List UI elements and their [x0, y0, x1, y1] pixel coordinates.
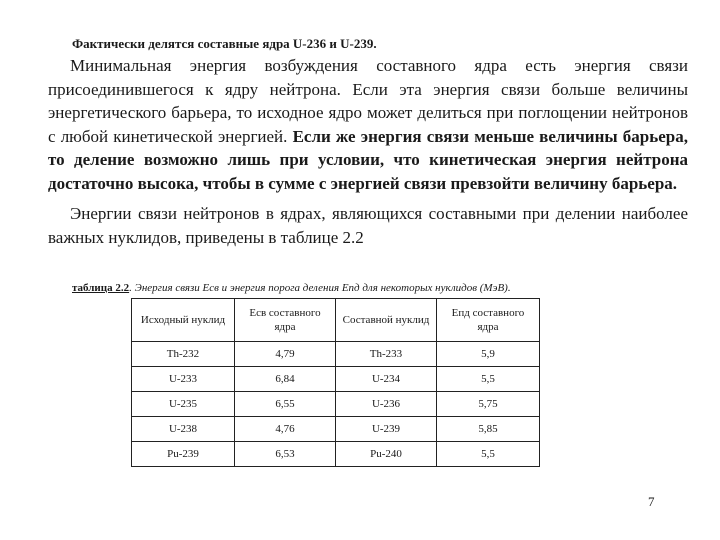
cell-compound-nuclide: U-236 [336, 392, 437, 417]
cell-fission-threshold: 5,5 [437, 367, 540, 392]
cell-binding-energy: 6,53 [235, 442, 336, 467]
cell-initial-nuclide: U-233 [132, 367, 235, 392]
header-initial-nuclide: Исходный нуклид [132, 299, 235, 342]
cell-binding-energy: 6,55 [235, 392, 336, 417]
table-header-row [132, 299, 540, 342]
table-row [132, 392, 540, 417]
table-caption-text: . Энергия связи Есв и энергия порога деления Епд для некоторых нуклидов (МэВ). [129, 282, 511, 294]
cell-compound-nuclide: Pu-240 [336, 442, 437, 467]
cell-compound-nuclide: U-234 [336, 367, 437, 392]
cell-initial-nuclide: U-235 [132, 392, 235, 417]
paragraph-binding-energy-intro: Энергии связи нейтронов в ядрах, являющихся составными при делении наиболее важных нуклидов, приведены в таблице 2.2 [48, 204, 688, 247]
cell-fission-threshold: 5,5 [437, 442, 540, 467]
table-row [132, 367, 540, 392]
cell-binding-energy: 4,76 [235, 417, 336, 442]
page-number: 7 [648, 494, 655, 509]
cell-fission-threshold: 5,75 [437, 392, 540, 417]
table-row [132, 417, 540, 442]
cell-fission-threshold: 5,85 [437, 417, 540, 442]
table-row [132, 442, 540, 467]
cell-compound-nuclide: U-239 [336, 417, 437, 442]
paragraph-normal-text: Минимальная энергия возбуждения составного ядра есть энергия связи присоединившегося к ядру нейтрона. Если эта энергия связи больше величины энергетического барьера, то исходное ядро может делиться при поглощении нейтронов с любой кинетической энергией. [48, 56, 688, 146]
cell-initial-nuclide: Th-232 [132, 342, 235, 367]
cell-binding-energy: 4,79 [235, 342, 336, 367]
energy-table [131, 298, 540, 467]
paragraph-fission-energy [48, 54, 688, 196]
table-caption-label: таблица 2.2 [72, 282, 130, 294]
paragraph-bold-text: Если же энергия связи меньше величины барьера, то деление возможно лишь при условии, что кинетическая энергия нейтрона достаточно высока, чтобы в сумме с энергией связи превзойти величину барьера. [48, 126, 688, 193]
cell-initial-nuclide: U-238 [132, 417, 235, 442]
header-fission-threshold: Епд составного ядра [437, 299, 540, 342]
cell-initial-nuclide: Pu-239 [132, 442, 235, 467]
header-binding-energy: Есв составного ядра [235, 299, 336, 342]
table-row [132, 342, 540, 367]
cell-fission-threshold: 5,9 [437, 342, 540, 367]
cell-compound-nuclide: Th-233 [336, 342, 437, 367]
table-caption [72, 281, 672, 295]
header-compound-nuclide: Составной нуклид [336, 299, 437, 342]
section-heading: Фактически делятся составные ядра U-236 и U-239. [72, 36, 377, 51]
cell-binding-energy: 6,84 [235, 367, 336, 392]
